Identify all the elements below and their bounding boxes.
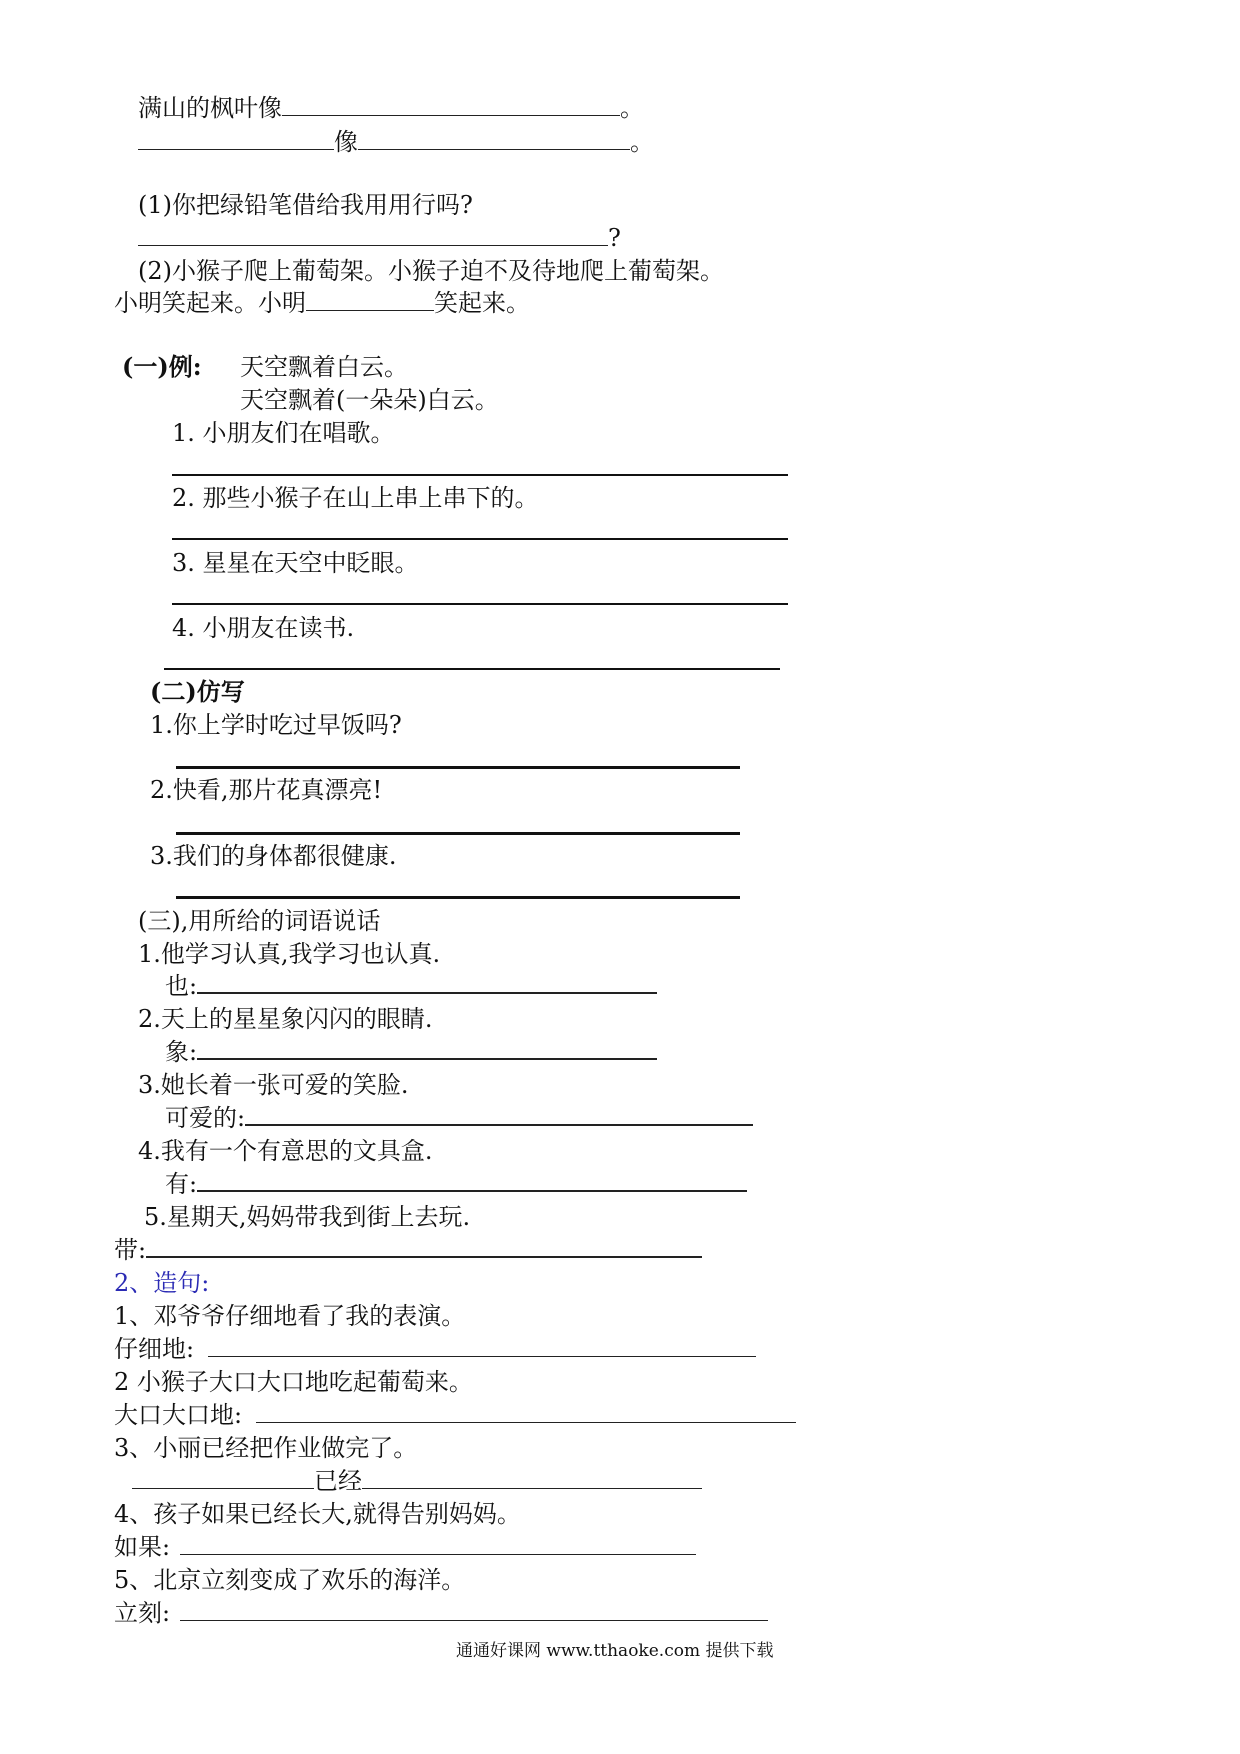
section-4-answer-3: 已经: [114, 1469, 702, 1493]
section-2-item-1: 1.你上学时吃过早饭吗?: [150, 711, 402, 739]
section-1-item-2: 2. 那些小猴子在山上串上串下的。: [172, 484, 539, 512]
answer-blank[interactable]: [180, 1620, 768, 1621]
section-3-answer-4: 有:: [165, 1172, 747, 1196]
section-4-item-3: 3、小丽已经把作业做完了。: [114, 1434, 418, 1462]
section-1-example-2: 天空飘着(一朵朵)白云。: [240, 386, 499, 414]
answer-line[interactable]: [176, 832, 740, 835]
question-2: (2)小猴子爬上葡萄架。小猴子迫不及待地爬上葡萄架。: [138, 257, 724, 285]
section-3-title: (三),用所给的词语说话: [138, 907, 381, 935]
section-2-title: (二)仿写: [150, 677, 245, 706]
answer-line[interactable]: [172, 474, 788, 476]
section-4-item-1: 1、邓爷爷仔细地看了我的表演。: [114, 1302, 466, 1330]
section-3-answer-2: 象:: [165, 1040, 657, 1064]
fill-line-1-text: 满山的枫叶像: [138, 94, 282, 122]
answer-blank[interactable]: [197, 1190, 747, 1192]
section-3-item-3: 3.她长着一张可爱的笑脸.: [138, 1071, 409, 1099]
answer-blank[interactable]: [306, 310, 434, 311]
section-4-item-4: 4、孩子如果已经长大,就得告别妈妈。: [114, 1500, 521, 1528]
section-3-item-5: 5.星期天,妈妈带我到街上去玩.: [144, 1203, 471, 1231]
answer-line[interactable]: [172, 603, 788, 605]
answer-line[interactable]: [176, 896, 740, 899]
section-4-title: 2、造句:: [114, 1269, 210, 1297]
answer-blank[interactable]: [256, 1422, 796, 1423]
question-1-answer: ?: [138, 226, 621, 250]
answer-blank[interactable]: [146, 1256, 702, 1258]
section-3-item-2: 2.天上的星星象闪闪的眼睛.: [138, 1005, 433, 1033]
answer-line[interactable]: [164, 668, 780, 670]
section-1-title: (一)例:: [122, 352, 202, 381]
answer-blank[interactable]: [197, 992, 657, 994]
answer-blank[interactable]: [197, 1058, 657, 1060]
section-4-answer-1: 仔细地:: [114, 1337, 756, 1361]
section-3-answer-1: 也:: [165, 974, 657, 998]
section-3-answer-3: 可爱的:: [165, 1106, 753, 1130]
answer-blank[interactable]: [358, 149, 630, 150]
section-3-item-1: 1.他学习认真,我学习也认真.: [138, 940, 441, 968]
section-4-answer-2: 大口大口地:: [114, 1403, 796, 1427]
question-3: 小明笑起来。小明 笑起来。: [114, 289, 530, 317]
answer-blank[interactable]: [282, 115, 620, 116]
answer-blank[interactable]: [138, 149, 334, 150]
fill-line-2-text: 像: [334, 128, 358, 156]
section-4-item-2: 2 小猴子大口大口地吃起葡萄来。: [114, 1368, 473, 1396]
section-4-item-5: 5、北京立刻变成了欢乐的海洋。: [114, 1566, 466, 1594]
section-4-answer-4: 如果:: [114, 1535, 696, 1559]
answer-blank[interactable]: [362, 1488, 702, 1489]
answer-blank[interactable]: [208, 1356, 756, 1357]
section-1-item-3: 3. 星星在天空中眨眼。: [172, 549, 419, 577]
section-3-answer-5: 带:: [114, 1238, 702, 1262]
answer-blank[interactable]: [180, 1554, 696, 1555]
section-2-item-2: 2.快看,那片花真漂亮!: [150, 776, 383, 804]
section-1-example-1: 天空飘着白云。: [240, 353, 408, 381]
answer-line[interactable]: [172, 538, 788, 540]
section-1-item-1: 1. 小朋友们在唱歌。: [172, 419, 395, 447]
answer-blank[interactable]: [132, 1488, 314, 1489]
question-1: (1)你把绿铅笔借给我用用行吗?: [138, 191, 473, 219]
answer-blank[interactable]: [245, 1124, 753, 1126]
section-3-item-4: 4.我有一个有意思的文具盒.: [138, 1137, 433, 1165]
fill-line-1: 满山的枫叶像 。: [138, 94, 644, 122]
answer-blank[interactable]: [138, 245, 608, 246]
section-4-answer-5: 立刻:: [114, 1601, 768, 1625]
section-1-item-4: 4. 小朋友在读书.: [172, 614, 355, 642]
fill-line-2: 像 。: [138, 130, 654, 154]
section-2-item-3: 3.我们的身体都很健康.: [150, 842, 397, 870]
footer-credit: 通通好课网 www.tthaoke.com 提供下载: [456, 1641, 774, 1661]
answer-line[interactable]: [176, 766, 740, 769]
